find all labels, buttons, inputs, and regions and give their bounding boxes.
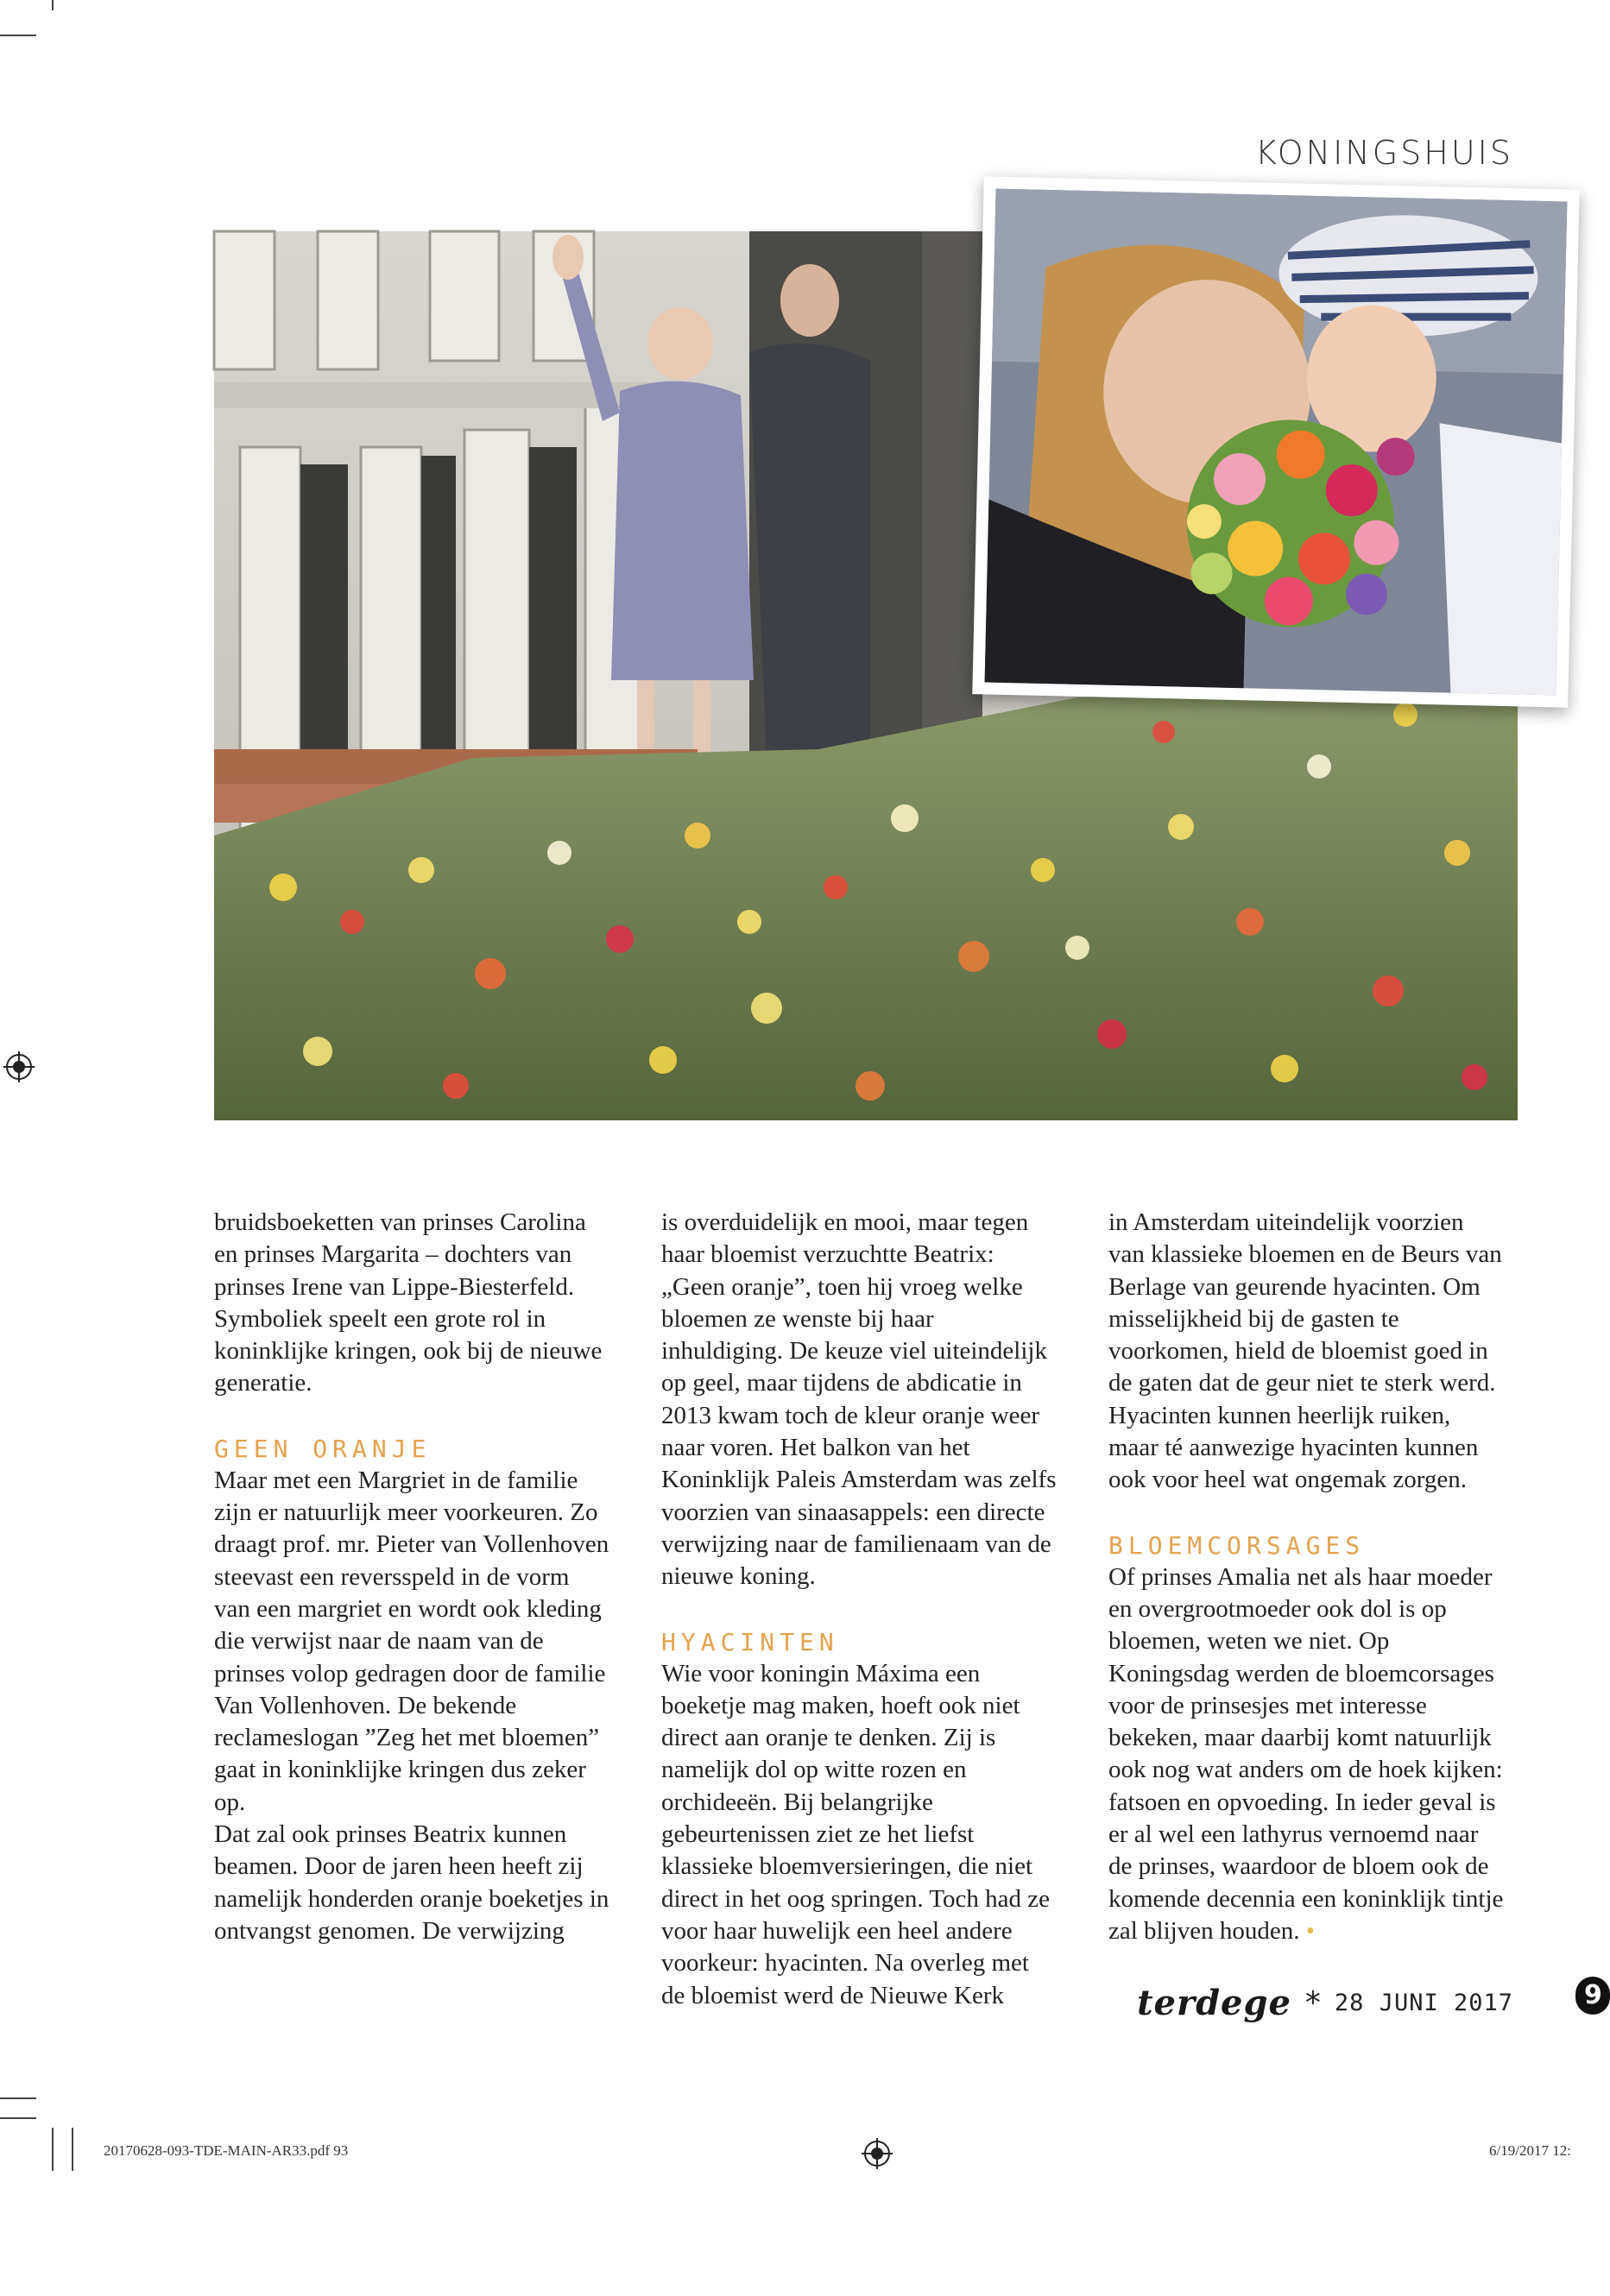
crop-mark [0, 35, 36, 36]
paragraph: Dat zal ook prinses Beatrix kunnen beamen. Door de jaren heen heeft zij namelijk honderden oranje boeketjes in ontvangst genomen. De verwijzing [214, 1820, 609, 1945]
paragraph: bruidsboeketten van prinses Carolina en prinses Margarita – dochters van prinses Irene van Lippe-Biesterfeld. Symboliek speelt een grote rol in koninklijke kringen, ook bij de nieuwe generatie. [214, 1208, 603, 1397]
inset-photo [972, 176, 1579, 707]
crop-mark [0, 2097, 36, 2099]
paragraph: Maar met een Margriet in de familie zijn er natuurlijk meer voorkeuren. Zo draagt prof. mr. Pieter van Vollenhoven steevast een reversspeld in de vorm van een margriet en wordt ook kleding die verwijst naar de naam van de prinses volop gedragen door de familie Van Vollenhoven. De bekende reclameslogan ”Zeg het met bloemen” gaat in koninklijke kringen dus zeker op. [214, 1466, 609, 1816]
column-2 [661, 1207, 1058, 2012]
paragraph-text: Of prinses Amalia net als haar moeder en overgrootmoeder ook dol is op bloemen, weten we niet. Op Koningsdag werden de bloemcorsages voor de prinsesjes met interesse bekeken, maar daarbij komt natuurlijk ook nog wat anders om de hoek kijken: fatsoen en opvoeding. In ieder geval is er al wel een lathyrus vernoemd naar de prinses, waardoor de bloem ook de komende decennia een koninklijk tintje zal blijven houden. [1108, 1562, 1504, 1945]
paragraph-last [1108, 1561, 1506, 1948]
paragraph: Wie voor koningin Máxima een boeketje mag maken, hoeft ook niet direct aan oranje te denken. Zij is namelijk dol op witte rozen en orchideeën. Bij belangrijke gebeurtenissen ziet ze het liefst klassieke bloemversieringen, die niet direct in het oog springen. Toch had ze voor haar huwelijk een heel andere voorkeur: hyacinten. Na overleg met de bloemist werd de Nieuwe Kerk [661, 1659, 1051, 2009]
print-slug-date: 6/19/2017 12: [1489, 2142, 1571, 2159]
issue-date: 28 JUNI 2017 [1334, 1989, 1513, 2016]
section-label: KONINGSHUIS [1254, 134, 1513, 172]
subheading-hyacinten: HYACINTEN [661, 1627, 839, 1656]
registration-mark-icon [862, 2138, 893, 2169]
subheading-geen-oranje: GEEN ORANJE [214, 1434, 432, 1463]
page-footer [1137, 1982, 1513, 2023]
inset-photo-illustration [985, 189, 1568, 696]
paragraph: is overduidelijk en mooi, maar tegen haar bloemist verzuchtte Beatrix: „Geen oranje”, toen hij vroeg welke bloemen ze wenste bij haar inhuldiging. De keuze viel uiteindelijk op geel, maar tijdens de abdicatie in 2013 kwam toch de kleur oranje weer naar voren. Het balkon van het Koninklijk Paleis Amsterdam was zelfs voorzien van sinaasappels: een directe verwijzing naar de familienaam van de nieuwe koning. [661, 1208, 1057, 1591]
crop-mark [52, 0, 54, 10]
bouquet [1184, 418, 1415, 630]
print-slug-file: 20170628-093-TDE-MAIN-AR33.pdf 93 [104, 2142, 349, 2159]
end-mark-dot: • [1305, 1916, 1315, 1945]
paragraph: in Amsterdam uiteindelijk voorzien van klassieke bloemen en de Beurs van Berlage van geurende hyacinten. Om misselijkheid bij de gasten te voorkomen, hield de bloemist goed in de gaten dat de geur niet te sterk werd. Hyacinten kunnen heerlijk ruiken, maar té aanwezige hyacinten kunnen ook voor heel wat ongemak zorgen. [1108, 1208, 1502, 1494]
column-1 [214, 1207, 611, 1947]
subheading-bloemcorsages: BLOEMCORSAGES [1108, 1530, 1366, 1560]
column-3 [1108, 1207, 1506, 1947]
page-number-badge: 9 [1575, 1977, 1610, 2015]
crop-mark [0, 2117, 36, 2119]
crop-mark [72, 2128, 73, 2171]
separator-star: * [1304, 1984, 1321, 2021]
registration-mark-icon [3, 1051, 35, 1082]
magazine-brand: terdege [1137, 1982, 1291, 2023]
crop-mark [52, 2128, 54, 2171]
